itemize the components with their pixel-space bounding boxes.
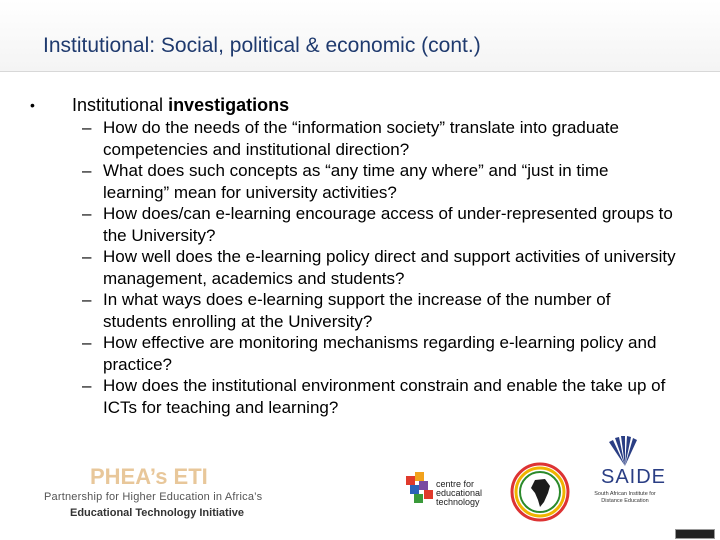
list-item bbox=[82, 289, 700, 332]
creative-commons-badge-icon bbox=[675, 529, 715, 539]
list-item-text: How does/can e-learning encourage access of under-represented groups to the University? bbox=[103, 204, 673, 245]
saide-logo-name: SAIDE bbox=[601, 466, 667, 488]
cet-line3: technology bbox=[436, 497, 480, 507]
list-item bbox=[82, 332, 700, 375]
cubes-icon bbox=[404, 466, 436, 506]
dash-icon: – bbox=[82, 376, 92, 395]
saide-logo bbox=[585, 436, 665, 526]
list-item-text: In what ways does e-learning support the increase of the number of students enrolling at the University? bbox=[103, 290, 611, 331]
slide-title: Institutional: Social, political & economic (cont.) bbox=[43, 34, 481, 57]
bullet-dot-icon: • bbox=[30, 97, 35, 113]
dash-icon: – bbox=[82, 290, 92, 309]
phea-logo-name: PHEA’s ETI bbox=[90, 464, 208, 489]
bullet-prefix: Institutional bbox=[72, 95, 169, 115]
cet-logo bbox=[404, 466, 494, 516]
list-item bbox=[82, 246, 700, 289]
list-item-text: How do the needs of the “information society” translate into graduate competencies and institutional direction? bbox=[103, 118, 619, 159]
list-item bbox=[82, 375, 700, 418]
title-bar bbox=[0, 0, 720, 72]
slide-content bbox=[30, 95, 700, 418]
question-list bbox=[82, 117, 700, 418]
dash-icon: – bbox=[82, 118, 92, 137]
cet-line1: centre for bbox=[436, 479, 475, 489]
cet-line2: educational bbox=[436, 488, 483, 498]
list-item-text: How effective are monitoring mechanisms regarding e-learning policy and practice? bbox=[103, 333, 657, 374]
list-item-text: How does the institutional environment constrain and enable the take up of ICTs for teaching and learning? bbox=[103, 376, 666, 417]
phea-logo-line1: Partnership for Higher Education in Africa’s bbox=[44, 491, 263, 503]
dash-icon: – bbox=[82, 247, 92, 266]
dash-icon: – bbox=[82, 333, 92, 352]
list-item bbox=[82, 117, 700, 160]
cet-logo-text bbox=[436, 480, 482, 507]
africa-seal-icon bbox=[508, 460, 572, 524]
bullet-emphasis: investigations bbox=[168, 95, 290, 115]
list-item bbox=[82, 203, 700, 246]
dash-icon: – bbox=[82, 204, 92, 223]
footer-logos bbox=[0, 430, 720, 540]
list-item-text: How well does the e-learning policy direct and support activities of university management, academics and students? bbox=[103, 247, 676, 288]
main-bullet-text bbox=[72, 95, 289, 116]
saide-logo-subtitle: South African Institute for Distance Education bbox=[594, 491, 656, 504]
phea-eti-logo bbox=[44, 464, 284, 519]
list-item bbox=[82, 160, 700, 203]
phea-logo-line2: Educational Technology Initiative bbox=[70, 507, 244, 519]
saide-fan-icon bbox=[585, 436, 665, 466]
main-bullet bbox=[30, 95, 700, 116]
dash-icon: – bbox=[82, 161, 92, 180]
list-item-text: What does such concepts as “any time any where” and “just in time learning” mean for university activities? bbox=[103, 161, 609, 202]
